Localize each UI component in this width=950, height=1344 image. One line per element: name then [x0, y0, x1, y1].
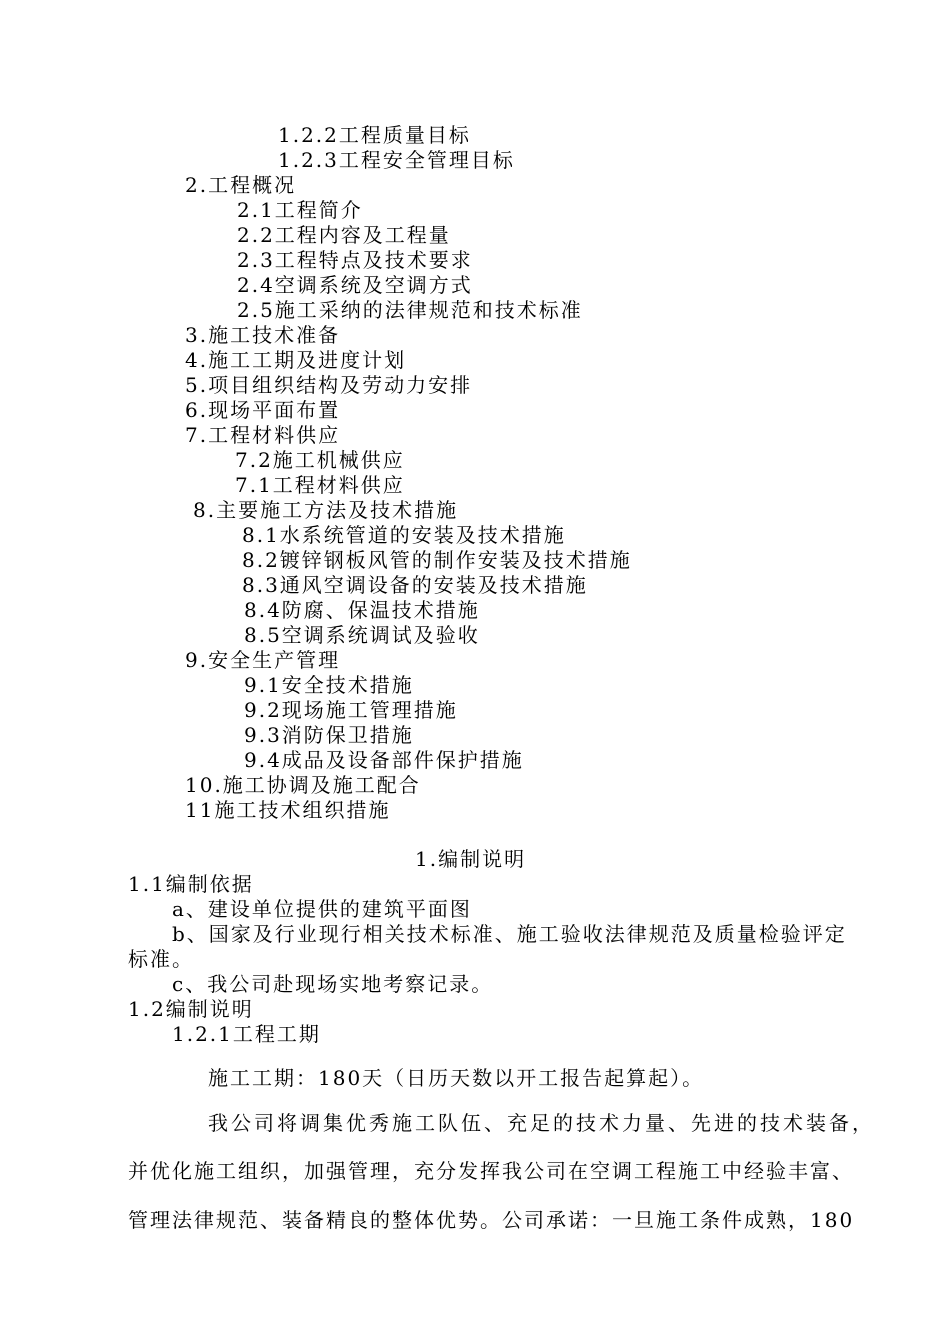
toc-item: 11施工技术组织措施	[185, 798, 391, 822]
toc-item: 7.2施工机械供应	[235, 448, 405, 472]
subsection-heading: 1.2.1工程工期	[172, 1022, 321, 1046]
paragraph-line: a、建设单位提供的建筑平面图	[172, 897, 472, 921]
paragraph-line: 标准。	[128, 947, 194, 971]
toc-item: 9.4成品及设备部件保护措施	[244, 748, 524, 772]
toc-item: 6.现场平面布置	[185, 398, 341, 422]
toc-item: 7.工程材料供应	[185, 423, 341, 447]
toc-item: 8.4防腐、保温技术措施	[244, 598, 480, 622]
toc-item: 2.工程概况	[185, 173, 297, 197]
toc-item: 4.施工工期及进度计划	[185, 348, 407, 372]
paragraph-line: 管理法律规范、装备精良的整体优势。公司承诺：一旦施工条件成熟，180	[128, 1208, 855, 1232]
toc-item: 8.5空调系统调试及验收	[244, 623, 480, 647]
section-heading: 1.编制说明	[415, 847, 527, 871]
toc-item: 8.2镀锌钢板风管的制作安装及技术措施	[242, 548, 632, 572]
toc-item: 2.4空调系统及空调方式	[237, 273, 473, 297]
toc-item: 2.5施工采纳的法律规范和技术标准	[237, 298, 583, 322]
toc-item: 9.3消防保卫措施	[244, 723, 414, 747]
toc-item: 5.项目组织结构及劳动力安排	[185, 373, 473, 397]
toc-item: 1.2.3工程安全管理目标	[278, 148, 515, 172]
toc-item: 2.3工程特点及技术要求	[237, 248, 473, 272]
toc-item: 8.3通风空调设备的安装及技术措施	[242, 573, 588, 597]
subsection-heading: 1.2编制说明	[128, 997, 254, 1021]
toc-item: 8.主要施工方法及技术措施	[193, 498, 459, 522]
paragraph-line: 我公司将调集优秀施工队伍、充足的技术力量、先进的技术装备，	[208, 1111, 875, 1135]
toc-item: 10.施工协调及施工配合	[185, 773, 421, 797]
toc-item: 2.2工程内容及工程量	[237, 223, 451, 247]
paragraph-line: b、国家及行业现行相关技术标准、施工验收法律规范及质量检验评定	[172, 922, 847, 946]
toc-item: 2.1工程简介	[237, 198, 363, 222]
toc-item: 7.1工程材料供应	[235, 473, 405, 497]
toc-item: 9.2现场施工管理措施	[244, 698, 458, 722]
toc-item: 8.1水系统管道的安装及技术措施	[242, 523, 566, 547]
subsection-heading: 1.1编制依据	[128, 872, 254, 896]
paragraph-line: c、我公司赴现场实地考察记录。	[172, 972, 494, 996]
paragraph-line: 施工工期：180天（日历天数以开工报告起算起）。	[208, 1066, 705, 1090]
toc-item: 9.1安全技术措施	[244, 673, 414, 697]
toc-item: 9.安全生产管理	[185, 648, 341, 672]
toc-item: 1.2.2工程质量目标	[278, 123, 471, 147]
toc-item: 3.施工技术准备	[185, 323, 341, 347]
paragraph-line: 并优化施工组织，加强管理，充分发挥我公司在空调工程施工中经验丰富、	[128, 1159, 854, 1183]
